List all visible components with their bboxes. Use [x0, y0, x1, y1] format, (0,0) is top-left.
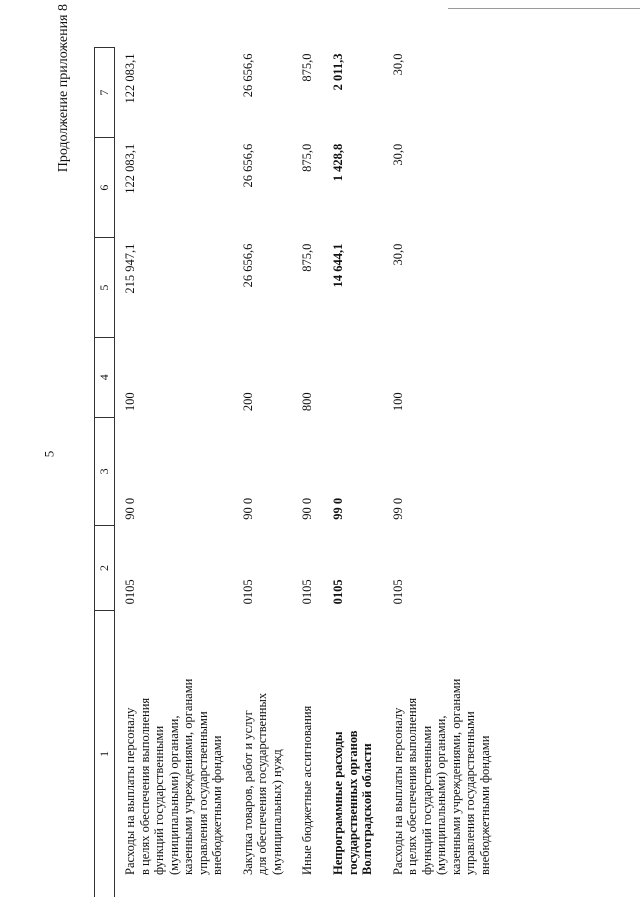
target-code: 90 0 — [240, 497, 255, 520]
section-code: 0105 — [390, 579, 405, 605]
amount-col5: 215 947,1 — [123, 243, 137, 294]
description-line: Волгоградской области — [360, 743, 374, 875]
description-line: Закупка товаров, работ и услуг — [240, 710, 255, 875]
table-row — [292, 48, 323, 898]
row-description — [233, 610, 293, 897]
header-cell: 1 — [95, 610, 115, 897]
amount-col5: 26 656,6 — [240, 243, 255, 288]
amount-col6: 875,0 — [300, 143, 314, 172]
description-line: управления государственными — [463, 711, 477, 875]
header-cell: 7 — [95, 48, 115, 138]
row-description — [323, 610, 383, 897]
appendix-table — [94, 47, 500, 897]
table-row — [323, 48, 383, 898]
description-line: в целях обеспечения выполнения — [405, 697, 419, 875]
amount-col6: 1 428,8 — [331, 143, 345, 182]
target-code: 99 0 — [390, 497, 405, 520]
description-line: Непрограммные расходы — [331, 731, 345, 875]
amount-col7: 122 083,1 — [123, 53, 137, 104]
description-line: в целях обеспечения выполнения — [137, 697, 152, 875]
amount-col5: 30,0 — [390, 243, 405, 266]
row-description — [383, 610, 501, 897]
expense-type: 800 — [300, 392, 314, 412]
description-line: казенными учреждениями, органами — [181, 678, 195, 875]
description-line: внебюджетными фондами — [210, 735, 224, 875]
description-line: внебюджетными фондами — [477, 735, 492, 875]
expense-type: 100 — [123, 392, 137, 412]
amount-col7: 26 656,6 — [240, 53, 255, 98]
description-line: (муниципальными) органами, — [434, 715, 448, 875]
header-cell: 3 — [95, 417, 115, 526]
description-line: Расходы на выплаты персоналу — [390, 707, 405, 875]
page-number: 5 — [41, 450, 57, 458]
row-description — [115, 610, 233, 897]
target-code: 99 0 — [331, 497, 345, 520]
amount-col7: 2 011,3 — [331, 53, 345, 91]
header-cell: 5 — [95, 238, 115, 338]
header-cell: 6 — [95, 138, 115, 238]
section-code: 0105 — [300, 579, 314, 605]
amount-col7: 30,0 — [390, 53, 405, 76]
description-line: Расходы на выплаты персоналу — [123, 707, 137, 875]
description-line: (муниципальными) органами, — [166, 715, 181, 875]
description-line: Иные бюджетные ассигнования — [300, 705, 314, 875]
table-header-row — [95, 48, 115, 898]
table-row — [233, 48, 293, 898]
description-line: казенными учреждениями, органами — [448, 678, 463, 875]
amount-col5: 875,0 — [300, 243, 314, 272]
header-cell: 4 — [95, 338, 115, 418]
target-code: 90 0 — [123, 497, 137, 520]
section-code: 0105 — [123, 579, 137, 605]
row-description — [292, 610, 323, 897]
description-line: для обеспечения государственных — [255, 692, 269, 875]
expense-type — [323, 338, 383, 418]
table-row — [383, 48, 501, 898]
target-code: 90 0 — [300, 497, 314, 520]
amount-col7: 875,0 — [300, 53, 314, 82]
table-row — [115, 48, 233, 898]
section-code: 0105 — [240, 579, 255, 605]
description-line: функций государственными — [419, 725, 434, 875]
description-line: (муниципальных) нужд — [269, 749, 284, 875]
expense-type: 100 — [390, 392, 405, 412]
description-line: функций государственными — [152, 725, 166, 875]
section-code: 0105 — [331, 579, 345, 605]
header-cell: 2 — [95, 526, 115, 611]
continuation-title: Продолжение приложения 8 — [56, 4, 71, 173]
expense-type: 200 — [240, 392, 255, 412]
amount-col6: 26 656,6 — [240, 143, 255, 188]
description-line: управления государственными — [195, 711, 210, 875]
amount-col5: 14 644,1 — [331, 243, 345, 288]
amount-col6: 122 083,1 — [123, 143, 137, 194]
description-line: государственных органов — [345, 730, 360, 875]
amount-col6: 30,0 — [390, 143, 405, 166]
